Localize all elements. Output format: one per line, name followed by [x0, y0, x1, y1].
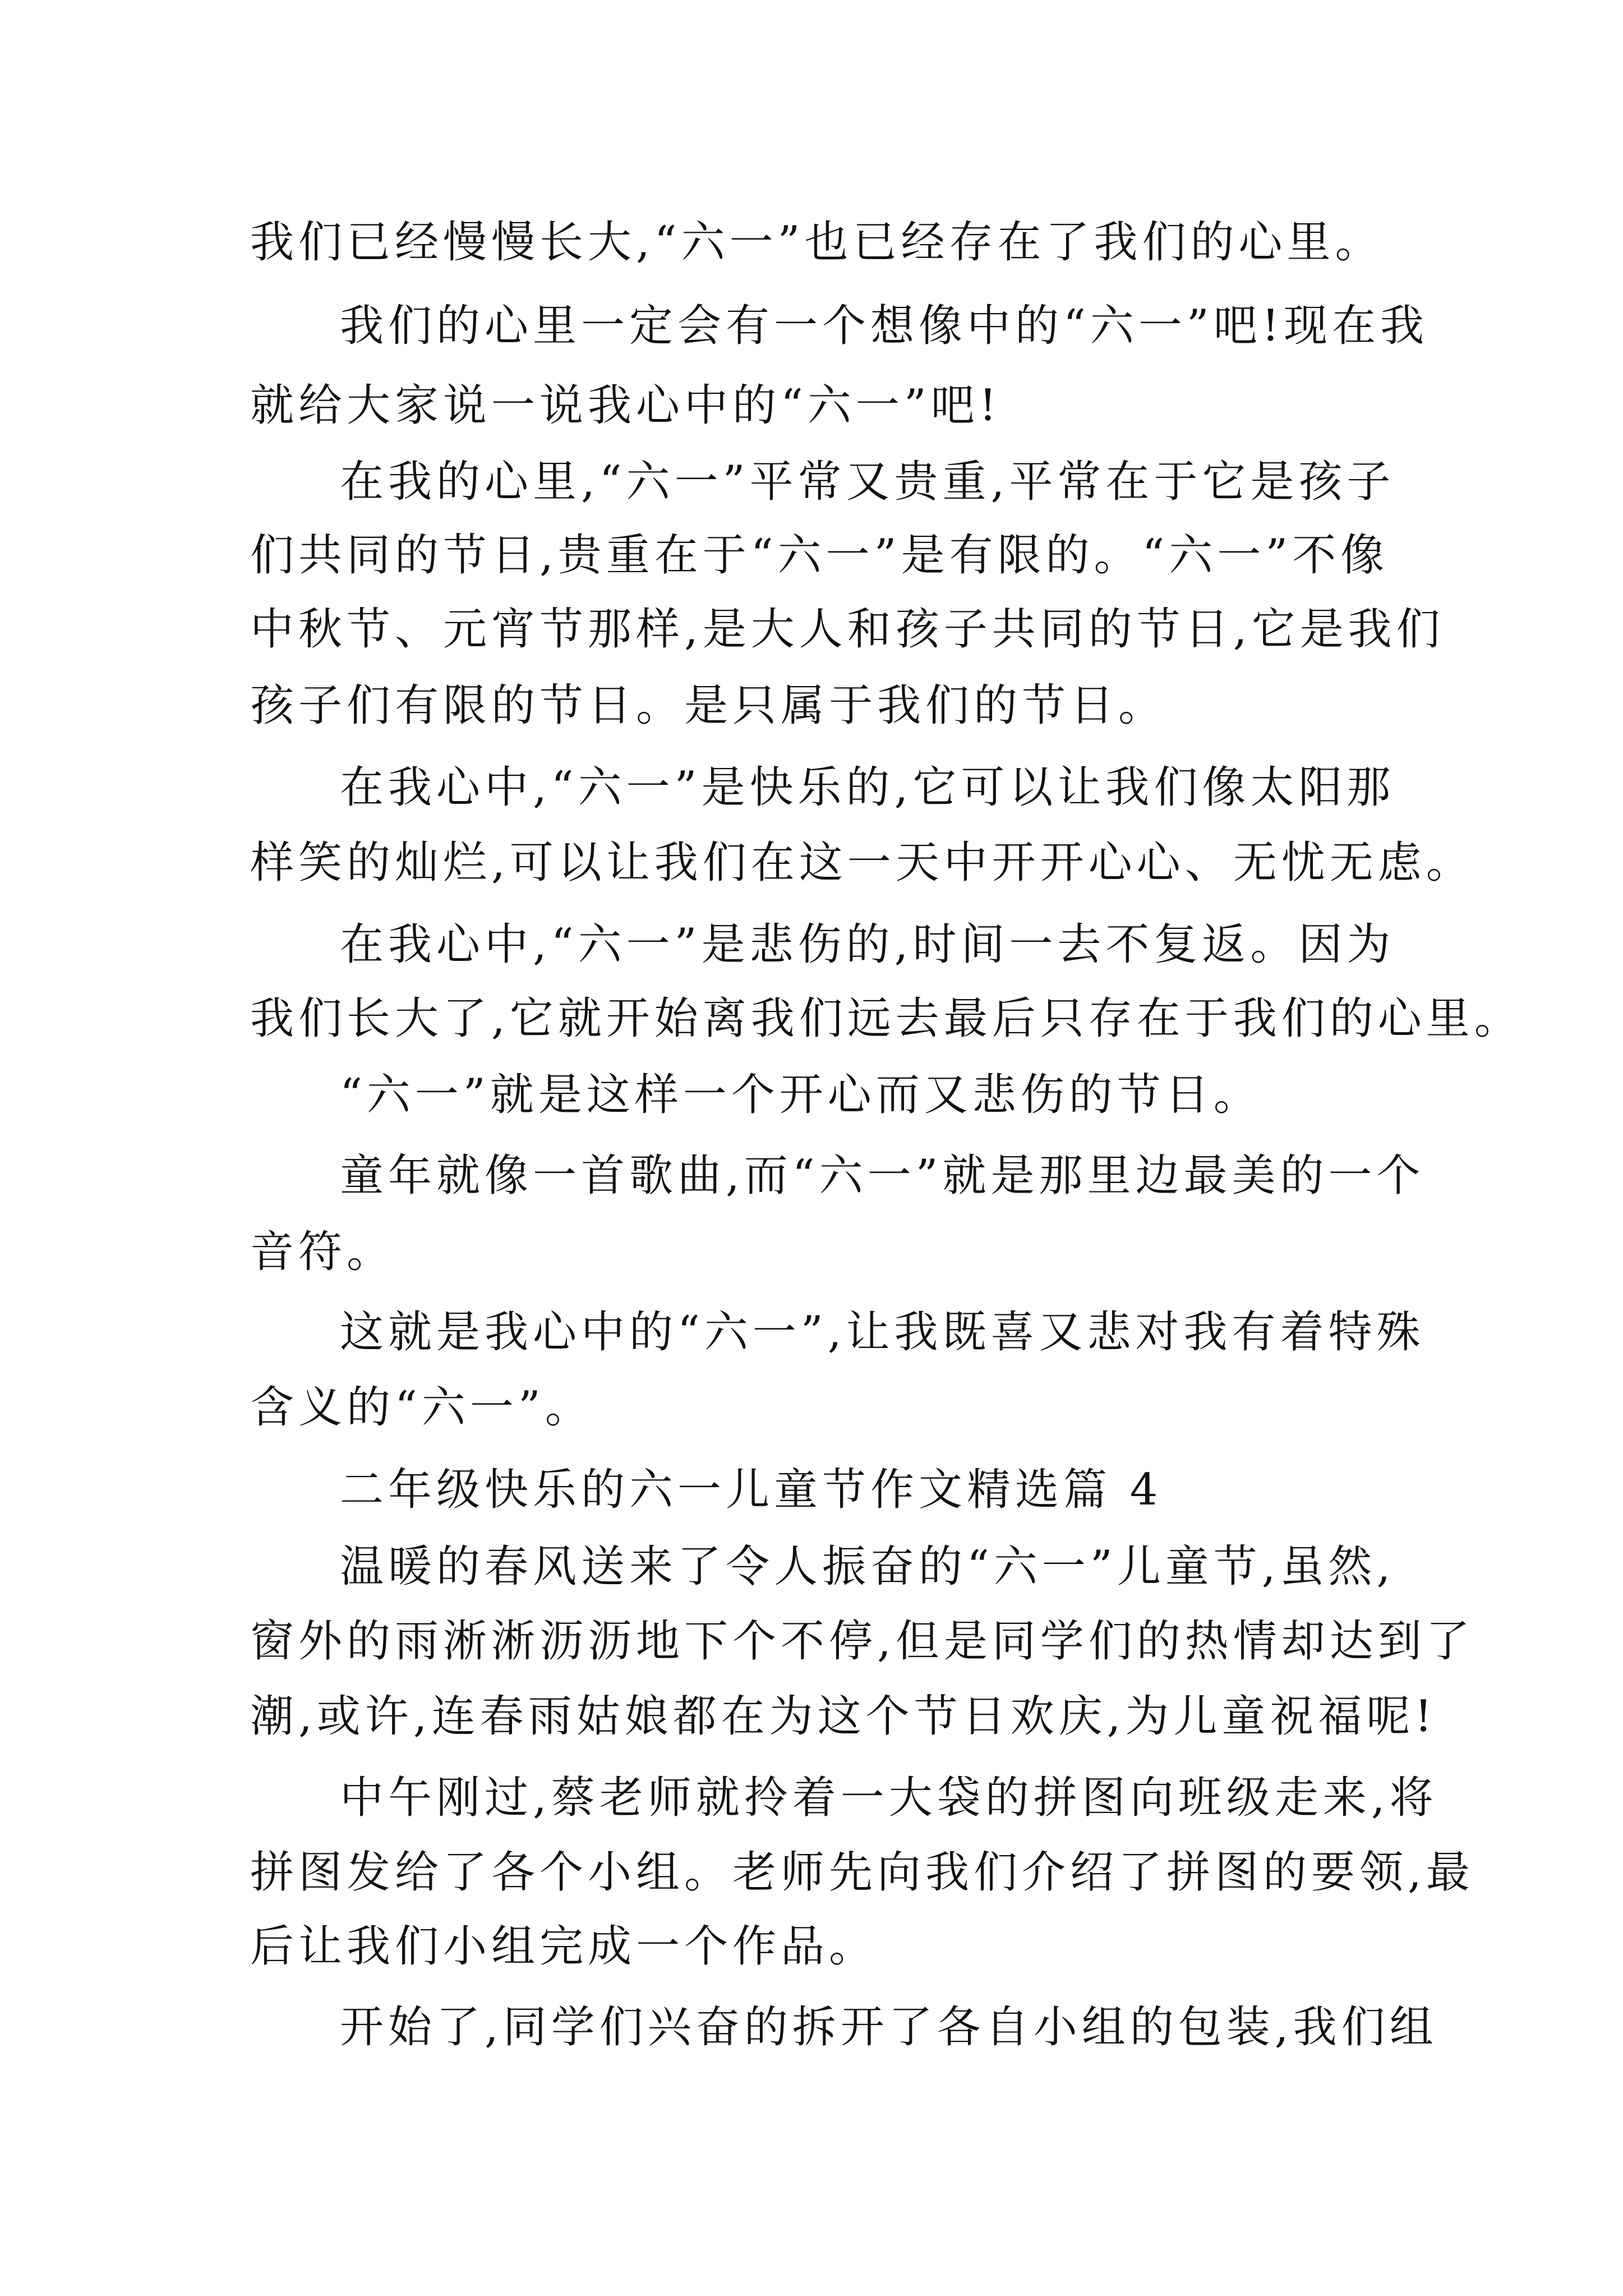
text-line: 就给大家说一说我心中的“六一”吧!	[250, 380, 1002, 431]
text-line: 孩子们有限的节日。是只属于我们的节日。	[250, 680, 1167, 731]
text-line: 音符。	[250, 1227, 395, 1277]
text-line: 在我心中,“六一”是快乐的,它可以让我们像太阳那	[340, 762, 1395, 813]
text-line: 拼图发给了各个小组。老师先向我们介绍了拼图的要领,最	[250, 1847, 1474, 1898]
text-line: 在我心中,“六一”是悲伤的,时间一去不复返。因为	[340, 919, 1395, 970]
text-line: 我们已经慢慢长大,“六一”也已经存在了我们的心里。	[250, 217, 1384, 268]
text-line: 含义的“六一”。	[250, 1382, 593, 1433]
text-line: 在我的心里,“六一”平常又贵重,平常在于它是孩子	[340, 457, 1395, 507]
text-line: 们共同的节日,贵重在于“六一”是有限的。“六一”不像	[250, 530, 1389, 581]
text-line: 温暖的春风送来了令人振奋的“六一”儿童节,虽然,	[340, 1542, 1395, 1592]
text-line: 后让我们小组完成一个作品。	[250, 1921, 878, 1972]
text-line: 开始了,同学们兴奋的拆开了各自小组的包装,我们组	[340, 2002, 1438, 2053]
text-line: 童年就像一首歌曲,而“六一”就是那里边最美的一个	[340, 1151, 1425, 1201]
text-line: 样笑的灿烂,可以让我们在这一天中开开心心、无忧无虑。	[250, 838, 1474, 888]
text-line: 我们的心里一定会有一个想像中的“六一”吧!现在我	[340, 301, 1429, 351]
section-heading: 二年级快乐的六一儿童节作文精选篇 4	[340, 1465, 1163, 1515]
text-line: “六一”就是这样一个开心而又悲伤的节日。	[340, 1070, 1262, 1120]
text-line: 中午刚过,蔡老师就拎着一大袋的拼图向班级走来,将	[340, 1773, 1438, 1823]
text-line: 我们长大了,它就开始离我们远去最后只存在于我们的心里。	[250, 993, 1523, 1044]
text-line: 潮,或许,连春雨姑娘都在为这个节日欢庆,为儿童祝福呢!	[250, 1691, 1437, 1742]
text-line: 中秋节、元宵节那样,是大人和孩子共同的节日,它是我们	[250, 604, 1445, 655]
text-line: 窗外的雨淅淅沥沥地下个不停,但是同学们的热情却达到了	[250, 1616, 1474, 1667]
text-line: 这就是我心中的“六一”,让我既喜又悲对我有着特殊	[340, 1307, 1425, 1358]
